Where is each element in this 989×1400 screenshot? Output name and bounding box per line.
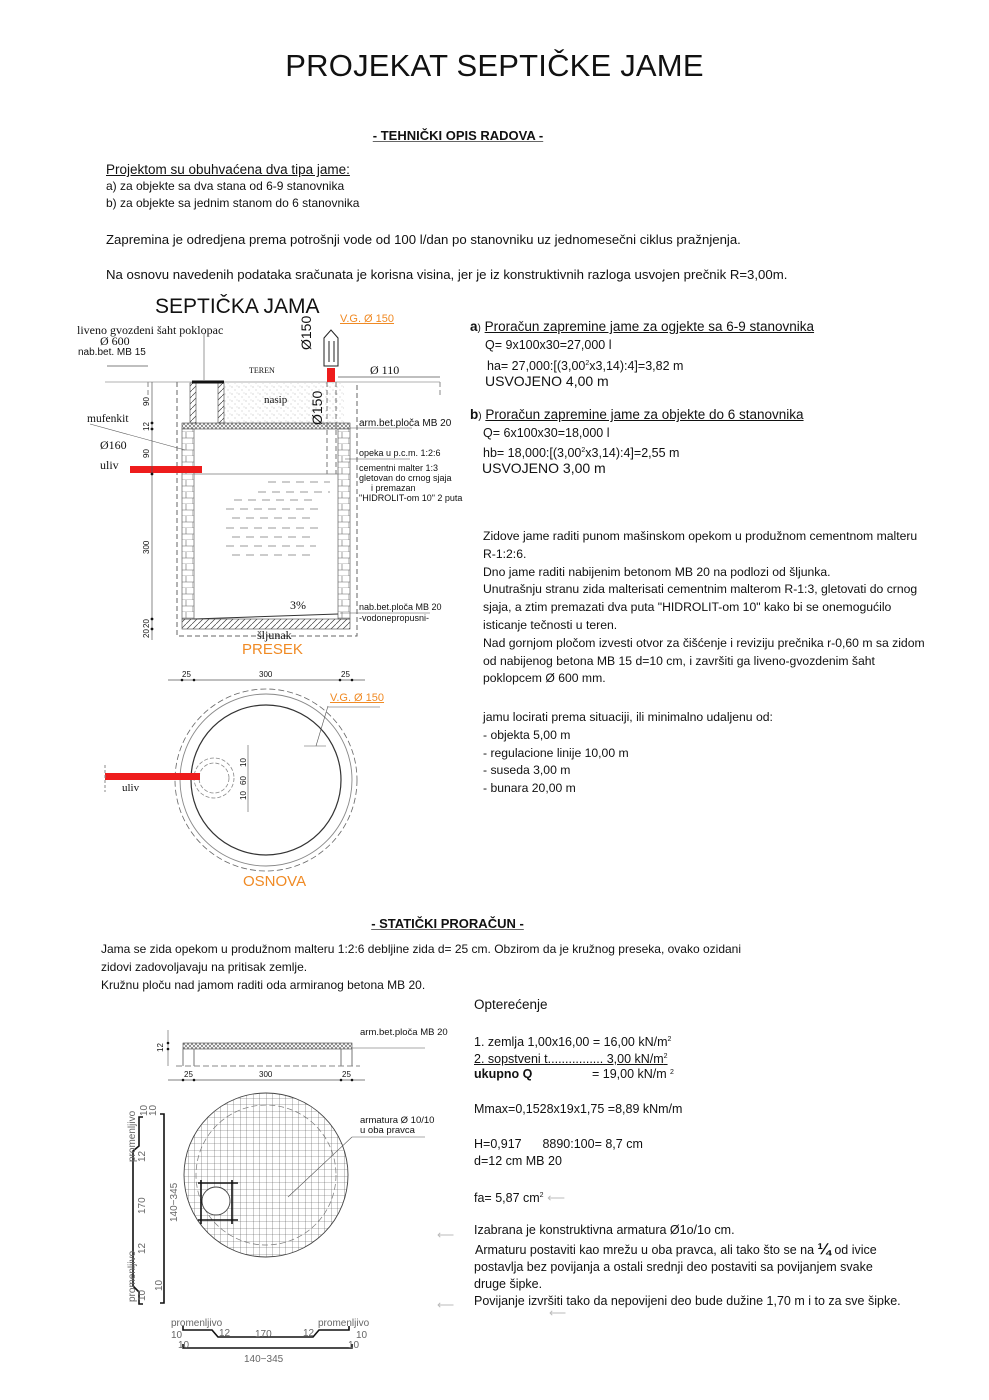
bar-h-label: 170	[255, 1329, 272, 1340]
works-line: Zidove jame raditi punom mašinskom opekom u produžnom cementnom malteru	[483, 529, 918, 543]
arrow-icon: ⟵	[437, 1298, 455, 1312]
rebar-label	[360, 1116, 434, 1136]
label-bottom-line: nab.bet.ploča MB 20	[359, 602, 442, 612]
bar-h-label: 140−345	[244, 1354, 284, 1365]
dim-300: 300	[142, 540, 151, 554]
bar-h-label: 10	[171, 1330, 183, 1341]
bar-h-label: 10	[178, 1340, 190, 1351]
works-line: od nabijenog betona MB 15 d=10 cm, i završiti ga liveno-gvozdenim šaht	[483, 653, 875, 668]
label-vent-dia: Ø150	[298, 315, 314, 350]
volume-note: Zapremina je odredjena prema potrošnji vode od 100 l/dan po stanovniku uz jednomesečni ciklus pražnjenja.	[106, 232, 741, 247]
works-line: isticanje tečnosti u teren.	[483, 617, 618, 632]
arrow-icon: ⟵	[437, 1228, 455, 1242]
bar-v-label: 10	[137, 1289, 148, 1301]
d-value: d=12 cm MB 20	[474, 1154, 562, 1168]
label-mortar-line: cementni malter 1:3	[359, 463, 439, 473]
works-line: R-1:2:6.	[483, 546, 527, 561]
label-vent: V.G. Ø 150	[340, 313, 395, 325]
intro-item-b: b) za objekte sa jednim stanom do 6 stanovnika	[106, 196, 360, 210]
works-line: Unutrašnju stranu zida malterisati cementnim malterom R-1:3, gletovati do crnog	[483, 582, 918, 597]
label-gravel: šljunak	[257, 628, 292, 642]
arrow-icon: ⟵	[549, 1306, 567, 1320]
works-line: sjaja, a ztim premazati dva puta "HIDROLIT-om 10" kako bi se onemogućilo	[483, 600, 892, 615]
bar-v-label: promenljivo	[127, 1250, 138, 1302]
label-bottom-line: -vodonepropusni-	[359, 613, 430, 623]
load-row-total: ukupno Q = 19,00 kN/m 2	[474, 1067, 674, 1081]
plan-dim-25b: 25	[341, 670, 350, 679]
plan-dim-10a: 10	[239, 758, 248, 767]
slab-dim-12: 12	[156, 1043, 165, 1052]
dim-12: 12	[142, 422, 151, 431]
bar-v-label: 140−345	[169, 1182, 180, 1222]
calc-a-q: Q= 9x100x30=27,000 l	[485, 338, 612, 352]
works-line: Dno jame raditi nabijenim betonom MB 20 na podlozi od šljunka.	[483, 564, 831, 579]
location-intro: jamu locirati prema situaciji, ili minimalno udaljenu od:	[483, 710, 773, 724]
section-drawing-title: SEPTIČKA JAMA	[155, 295, 320, 318]
plan-label-vent: V.G. Ø 150	[330, 692, 385, 704]
load-row-2: 2. sopstveni t................ 3,00 $kN/m^2$	[474, 1052, 668, 1067]
caption-osnova: OSNOVA	[243, 873, 307, 890]
slab-dim-25a: 25	[184, 1070, 193, 1079]
dim-20a: 20	[142, 619, 151, 628]
intro-heading: Projektom su obuhvaćena dva tipa jame:	[106, 162, 350, 177]
label-slope: 3%	[290, 598, 306, 612]
calc-a-heading: a) Proračun zapremine jame za ogjekte sa 6-9 stanovnika	[470, 319, 815, 334]
bar-h-label: promenljivo	[171, 1318, 223, 1329]
mmax: Mmax=0,1528x19x1,75 =8,89 kNm/m	[474, 1102, 683, 1116]
bar-v-label: 12	[137, 1242, 148, 1254]
dim-90-top: 90	[142, 397, 151, 406]
dim-20b: 20	[142, 629, 151, 638]
bar-v-label: 12	[137, 1150, 148, 1162]
h-value: H=0,917 8890:100= 8,7 cm	[474, 1137, 643, 1151]
slab-dim-25b: 25	[342, 1070, 351, 1079]
static-line: Kružnu ploču nad jamom raditi oda armiranog betona MB 20.	[101, 978, 426, 992]
reinforcement-line-2: Armaturu postaviti kao mrežu u oba pravca, ali tako što se na ¼ od ivice	[475, 1241, 877, 1258]
reinforcement-line-5: Povijanje izvršiti tako da nepovijeni deo bude dužine 1,70 m i to za sve šipke.	[474, 1294, 901, 1308]
works-line: Nad gornjom pločom izvesti otvor za čišćenje i reviziju prečnika r-0,60 m sa zidom	[483, 635, 925, 650]
fa-value: fa= 5,87 $cm^2$ ⟵	[474, 1191, 565, 1206]
reinforcement-line-3: postavlja bez povijanja a ostali srednji deo postaviti sa povijanjem svake	[474, 1260, 873, 1274]
bar-h-label: promenljivo	[318, 1318, 370, 1329]
reinforcement-line-1: Izabrana je konstruktivna armatura Ø1o/1o cm.	[474, 1223, 735, 1237]
calc-b-adopted: USVOJENO 3,00 m	[482, 460, 606, 476]
calc-b-heading: b) Proračun zapremine jame za objekte do 6 stanovnika	[470, 407, 804, 422]
plan-label-inlet: uliv	[122, 782, 140, 794]
bar-h-label: 12	[303, 1328, 315, 1339]
rebar-label-line: u oba pravca	[360, 1125, 415, 1136]
plan-dim-300: 300	[259, 670, 273, 679]
height-note: Na osnovu navedenih podataka sračunata je korisna visina, jer je iz konstruktivnih razloga usvojen prečnik R=3,00m.	[106, 267, 788, 282]
label-pipe-dia: Ø150	[309, 390, 325, 425]
label-outlet: Ø 110	[370, 363, 400, 377]
bar-v-label: promenljivo	[127, 1110, 138, 1162]
calc-b-q: Q= 6x100x30=18,000 l	[483, 426, 610, 440]
plan-dim-10b: 10	[239, 791, 248, 800]
load-row-1: 1. zemlja 1,00x16,00 = 16,00 $kN/m^2$	[474, 1035, 672, 1050]
bar-v-label: 10	[154, 1279, 165, 1291]
load-heading: Opterećenje	[474, 997, 548, 1012]
label-mortar-line: i premazan	[371, 483, 416, 493]
location-item: - objekta 5,00 m	[483, 727, 571, 742]
plan-dim-25a: 25	[182, 670, 191, 679]
label-cover-material: nab.bet. MB 15	[78, 347, 146, 358]
label-slab: arm.bet.ploča MB 20	[359, 418, 452, 429]
rebar-label-line: armatura Ø 10/10	[360, 1115, 435, 1126]
bar-h-label: 12	[219, 1328, 231, 1339]
location-item: - suseda 3,00 m	[483, 763, 571, 778]
label-cover: liveno gvozdeni šaht poklopac	[77, 323, 224, 337]
label-nasip: nasip	[264, 394, 288, 406]
slab-label: arm.bet.ploča MB 20	[360, 1027, 448, 1038]
label-brick: opeka u p.c.m. 1:2:6	[359, 448, 441, 458]
bar-h-label: 10	[356, 1330, 368, 1341]
label-mufenkit: mufenkit	[87, 413, 129, 425]
label-inlet-dia: Ø160	[100, 438, 127, 452]
calc-a-h: $ha= 27,000:[(3,00^2x3,14):4]=3,82$ m	[487, 359, 684, 374]
section-heading-technical: - TEHNIČKI OPIS RADOVA -	[372, 128, 544, 143]
location-item: - bunara 20,00 m	[483, 781, 576, 796]
bar-h-label: 10	[348, 1340, 360, 1351]
slab-dim-300: 300	[259, 1070, 273, 1079]
intro-item-a: a) za objekte sa dva stana od 6-9 stanovnika	[106, 179, 345, 193]
page-title: PROJEKAT SEPTIČKE JAME	[285, 48, 704, 83]
bar-v-label: 10	[148, 1104, 159, 1116]
static-line: Jama se zida opekom u produžnom malteru 1:2:6 debljine zida d= 25 cm. Obzirom da je kružnog preseka, ovako ozidani	[101, 942, 742, 956]
bar-v-label: 10	[139, 1104, 150, 1116]
plan-dim-60: 60	[239, 776, 248, 785]
caption-presek: PRESEK	[242, 641, 303, 658]
label-mortar-line: "HIDROLIT-om 10" 2 puta	[359, 493, 463, 503]
calc-b-h: $hb= 18,000:[(3,00^2x3,14):4]=2,55$ m	[483, 446, 680, 461]
section-heading-static: - STATIČKI PRORAČUN -	[371, 916, 524, 931]
label-cover-dia: Ø 600	[100, 334, 130, 348]
calc-a-adopted: USVOJENO 4,00 m	[485, 373, 609, 389]
label-inlet: uliv	[100, 458, 119, 472]
bar-v-label: 170	[137, 1197, 148, 1214]
label-mortar-line: gletovan do crnog sjaja	[359, 473, 452, 483]
static-line: zidovi zadovoljavaju na pritisak zemlje.	[101, 960, 308, 974]
works-line: poklopcem Ø 600 mm.	[483, 671, 606, 686]
dim-90: 90	[142, 449, 151, 458]
reinforcement-line-4: druge šipke.	[474, 1277, 543, 1291]
label-teren: TEREN	[249, 366, 275, 375]
location-item: - regulacione linije 10,00 m	[483, 745, 629, 760]
